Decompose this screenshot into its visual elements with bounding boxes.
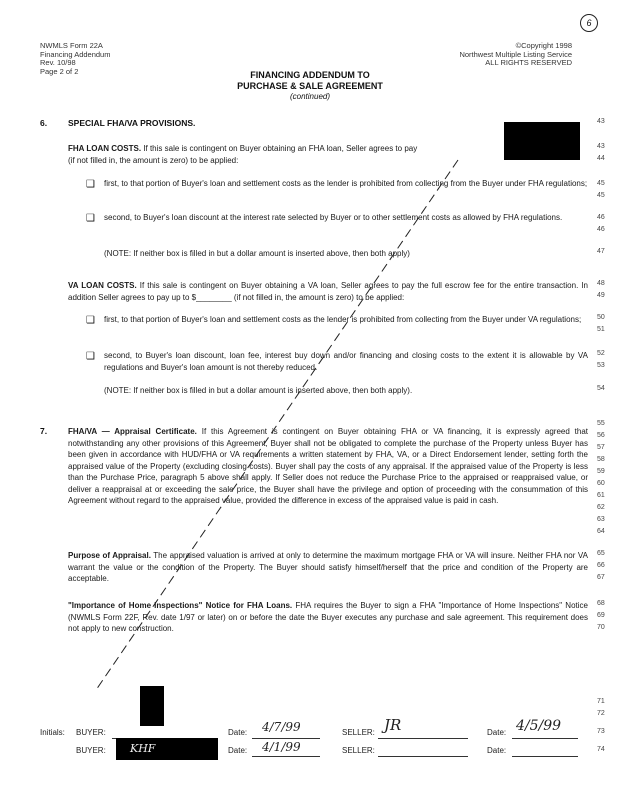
line-number: 70 (597, 624, 605, 631)
line-number: 47 (597, 248, 605, 255)
line-number: 69 (597, 612, 605, 619)
line-number: 57 (597, 444, 605, 451)
buyer-1-date-line[interactable] (252, 737, 320, 739)
buyer-2-date-value: 4/1/99 (262, 740, 301, 754)
line-number: 48 (597, 280, 605, 287)
fha-option-1-checkbox[interactable]: ❑ (86, 179, 95, 190)
line-number: 45 (597, 180, 605, 187)
home-inspections-text: FHA requires the Buyer to sign a FHA "Importance of Home Inspections" Notice (NWMLS Form 22F, Rev. date 1/97 or later) on or before the date the Buyer executes any purchase and sale agreement. This requirement does not apply to new construction. (68, 601, 588, 633)
line-number: 65 (597, 550, 605, 557)
publisher: Northwest Multiple Listing Service (459, 49, 572, 59)
seller-label-2: SELLER: (342, 746, 375, 755)
buyer-1-date-value: 4/7/99 (262, 720, 301, 734)
section-7-number: 7. (40, 426, 48, 436)
line-number: 71 (597, 698, 605, 705)
va-option-2-text: second, to Buyer's loan discount, loan fee, interest buy down and/or financing and closing costs to the extent it is allowable by VA regulations and Buyer's loan amount is not thereby reduced. (104, 351, 588, 372)
line-number: 63 (597, 516, 605, 523)
fha-note: (NOTE: If neither box is filled in but a dollar amount is inserted above, then both apply) (104, 249, 410, 258)
line-number: 53 (597, 362, 605, 369)
fha-loan-costs-text-2: (if not filled in, the amount is zero) to be applied: (68, 156, 239, 165)
line-number: 68 (597, 600, 605, 607)
line-number: 66 (597, 562, 605, 569)
buyer-2-date-line[interactable] (252, 755, 320, 757)
seller-label-1: SELLER: (342, 728, 375, 737)
fha-loan-costs-text: If this sale is contingent on Buyer obtaining an FHA loan, Seller agrees to pay (143, 144, 418, 153)
line-number: 46 (597, 214, 605, 221)
line-number: 56 (597, 432, 605, 439)
form-rev: Rev. 10/98 (40, 58, 76, 67)
line-number: 61 (597, 492, 605, 499)
line-number: 74 (597, 746, 605, 753)
subtitle: (continued) (289, 92, 331, 101)
form-page: Page 2 of 2 (40, 66, 79, 76)
fha-option-1-text: first, to that portion of Buyer's loan and settlement costs as the lender is prohibited from collecting from the Buyer under FHA regulations; (104, 179, 588, 188)
buyer-label-2: BUYER: (76, 746, 106, 755)
copyright: ©Copyright 1998 (515, 41, 572, 50)
va-loan-costs-text: If this sale is contingent on Buyer obtaining a VA loan, Seller agrees to pay the full escrow fee for the entire transaction. In addition Seller agrees to pay up to $________ (if not filled in, the amount is zero) to be applied: (68, 281, 588, 302)
date-label-4: Date: (487, 746, 507, 755)
line-number: 73 (597, 728, 605, 735)
section-6-heading: SPECIAL FHA/VA PROVISIONS. (68, 118, 196, 128)
title-line-2: PURCHASE & SALE AGREEMENT (237, 81, 383, 91)
date-label-3: Date: (228, 746, 248, 755)
line-number: 45 (597, 192, 605, 199)
line-number: 51 (597, 326, 605, 333)
page-marker: 6 (580, 14, 598, 32)
va-option-2-checkbox[interactable]: ❑ (86, 351, 95, 362)
line-number: 46 (597, 226, 605, 233)
seller-2-date-line[interactable] (512, 755, 578, 757)
line-number: 67 (597, 574, 605, 581)
seller-1-date-value: 4/5/99 (516, 718, 562, 734)
va-option-1-text: first, to that portion of Buyer's loan and settlement costs as the lender is prohibited from collecting from the Buyer under VA regulations; (104, 315, 582, 324)
section-6-number: 6. (40, 118, 48, 128)
line-number: 72 (597, 710, 605, 717)
line-number: 50 (597, 314, 605, 321)
line-number: 60 (597, 480, 605, 487)
date-label-1: Date: (228, 728, 248, 737)
line-number: 52 (597, 350, 605, 357)
va-loan-costs-label: VA LOAN COSTS. (68, 281, 137, 290)
fha-option-2-checkbox[interactable]: ❑ (86, 213, 95, 224)
line-number: 62 (597, 504, 605, 511)
seller-2-initials-line[interactable] (378, 755, 468, 757)
redaction-box-initials (140, 686, 164, 726)
va-note: (NOTE: If neither box is filled in but a dollar amount is inserted above, then both apply). (104, 386, 413, 395)
line-number: 55 (597, 420, 605, 427)
initials-label: Initials: (40, 728, 65, 737)
buyer-2-initials-value: KHF (130, 742, 156, 755)
line-number: 54 (597, 385, 605, 392)
seller-1-initials-value: JR (384, 716, 402, 734)
appraisal-certificate-text: If this Agreement is contingent on Buyer obtaining FHA or VA financing, it is expressly agreed that notwithstanding any other provisions of this Agreement, Buyer shall not be obligated to complete the purchase of the Property unless Buyer has been given in accordance with HUD/FHA or VA requirements a written statement by FHA, VA, or a Direct Endorsement lender, setting forth the appraised value of the Property (excluding closing costs). Buyer shall pay the costs of any appraisal. If the appraised value of the Property is less than the Purchase Price, paragraph 5 above shall apply. If Seller does not reduce the Purchase Price to the appraised or reappraised value, or deliver a reappraisal at or exceeding the sale price, the Buyer shall have the privilege and option of proceeding with the consummation of this Agreement without regard to the appraised value, provided the difference in excess of the appraised value is paid in cash. (68, 427, 589, 505)
purpose-of-appraisal-label: Purpose of Appraisal. (68, 551, 151, 560)
fha-loan-costs-label: FHA LOAN COSTS. (68, 144, 142, 153)
line-number: 49 (597, 292, 605, 299)
line-number: 44 (597, 155, 605, 162)
date-label-2: Date: (487, 728, 507, 737)
line-number: 59 (597, 468, 605, 475)
seller-1-initials-line[interactable] (378, 737, 468, 739)
line-number: 64 (597, 528, 605, 535)
line-number: 43 (597, 118, 605, 125)
appraisal-certificate-label: FHA/VA — Appraisal Certificate. (68, 427, 197, 436)
title-line-1: FINANCING ADDENDUM TO (250, 70, 370, 80)
form-id: NWMLS Form 22A (40, 41, 103, 50)
home-inspections-label: "Importance of Home Inspections" Notice for FHA Loans. (68, 601, 293, 610)
purpose-of-appraisal-text: The appraised valuation is arrived at only to determine the maximum mortgage FHA or VA will insure. Neither FHA nor VA warrant the value or the condition of the Property. The Buyer should satisfy himself/herself that the price and condition of the Property are acceptable. (68, 551, 588, 583)
line-number: 58 (597, 456, 605, 463)
seller-1-date-line[interactable] (512, 737, 578, 739)
buyer-label-1: BUYER: (76, 728, 106, 737)
form-name: Financing Addendum (40, 49, 111, 59)
line-number: 43 (597, 143, 605, 150)
rights: ALL RIGHTS RESERVED (485, 58, 572, 67)
va-option-1-checkbox[interactable]: ❑ (86, 315, 95, 326)
fha-option-2-text: second, to Buyer's loan discount at the interest rate selected by Buyer or to other settlement costs as allowed by FHA regulations. (104, 213, 563, 222)
